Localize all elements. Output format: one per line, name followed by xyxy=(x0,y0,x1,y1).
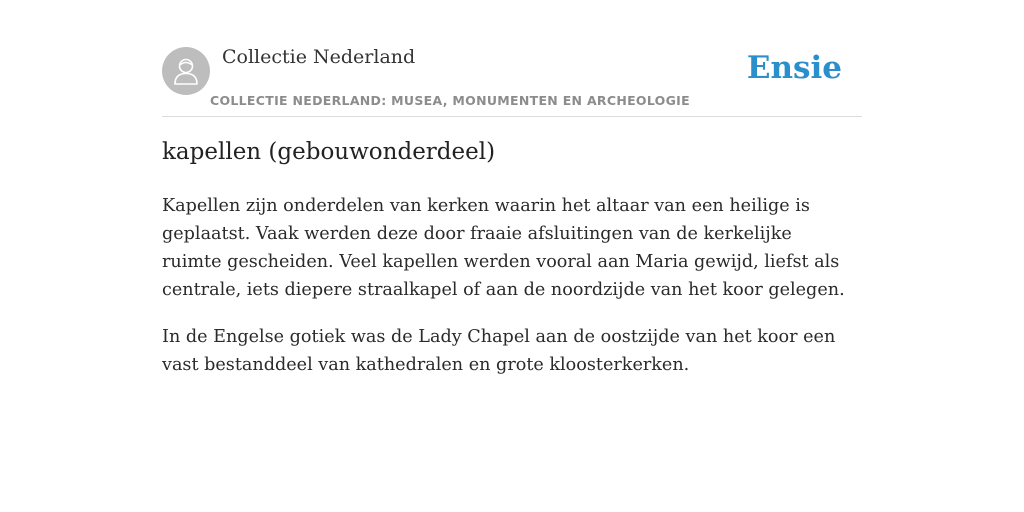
paragraph: Kapellen zijn onderdelen van kerken waarin het altaar van een heilige is geplaatst. Vaak werden deze door fraaie afsluitingen van de kerkelijke ruimte gescheiden. Veel kapellen werden vooral aan Maria gewijd, liefst als centrale, iets diepere straalkapel of aan de noordzijde van het koor gelegen. xyxy=(162,196,845,300)
user-icon xyxy=(172,56,200,86)
page-title: kapellen (gebouwonderdeel) xyxy=(162,139,496,165)
source-subtitle[interactable]: COLLECTIE NEDERLAND: MUSEA, MONUMENTEN EN ARCHEOLOGIE xyxy=(210,93,690,108)
source-name[interactable]: Collectie Nederland xyxy=(222,46,416,68)
brand-logo[interactable]: Ensie xyxy=(746,50,842,86)
article-body xyxy=(162,192,852,398)
avatar[interactable] xyxy=(162,47,210,95)
entry-header xyxy=(162,40,862,117)
paragraph: In de Engelse gotiek was de Lady Chapel aan de oostzijde van het koor een vast bestanddeel van kathedralen en grote kloosterkerken. xyxy=(162,327,836,375)
